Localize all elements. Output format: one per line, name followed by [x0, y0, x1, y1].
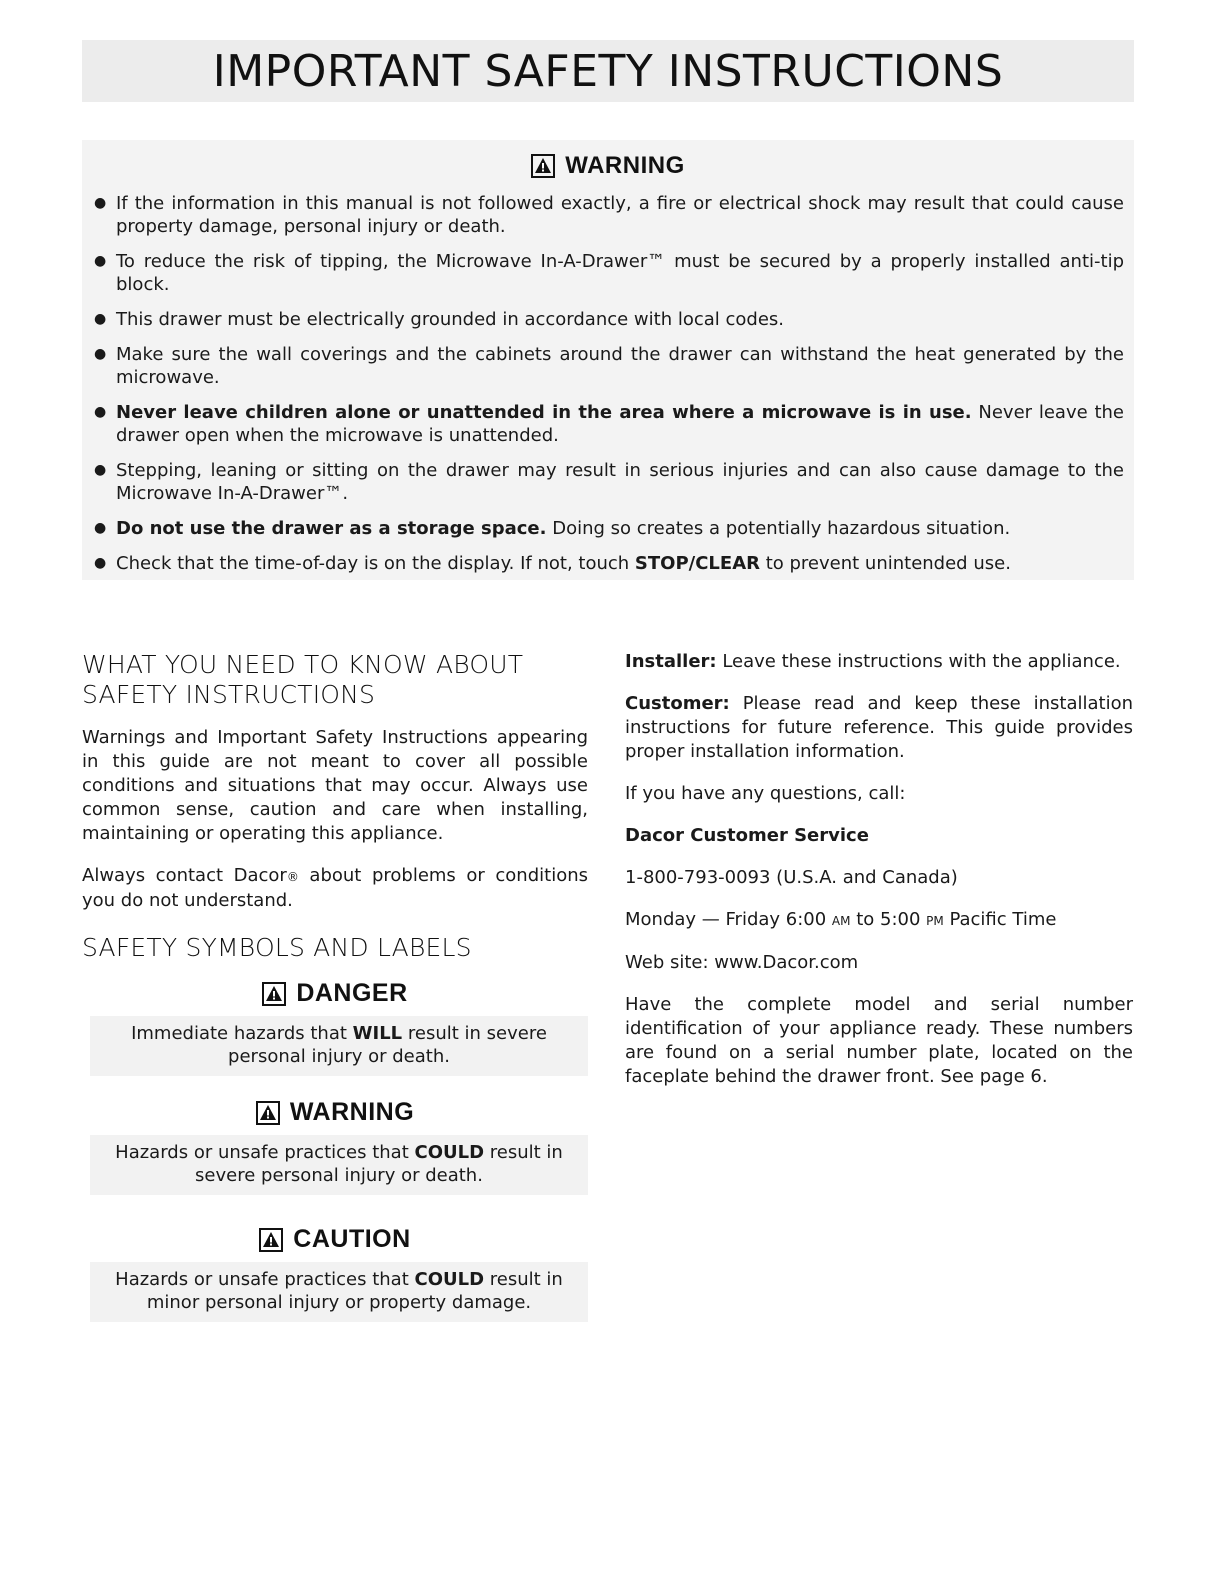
item-text: to prevent unintended use.: [759, 553, 1011, 574]
item-text: Never leave the drawer open when the microwave is unattended.: [116, 402, 1125, 446]
bullet-icon: ●: [94, 346, 107, 362]
list-item: [82, 250, 1124, 296]
warning-triangle-icon: [531, 154, 555, 178]
contact-paragraph: [82, 864, 588, 913]
hours-part: Pacific Time: [943, 909, 1057, 930]
desc-bold: WILL: [352, 1023, 403, 1044]
page-title: IMPORTANT SAFETY INSTRUCTIONS: [212, 45, 1004, 97]
warning-header: [82, 152, 1134, 180]
title-banner: [82, 40, 1134, 102]
hours-part: to 5:00: [850, 909, 927, 930]
bullet-icon: ●: [94, 555, 107, 571]
am-label: AM: [831, 914, 851, 928]
caution-description: [90, 1262, 588, 1322]
item-text: If the information in this manual is not followed exactly, a fire or electrical shock may result that could cause property damage, personal injury or death.: [116, 193, 1124, 237]
bullet-icon: ●: [94, 404, 107, 420]
list-item: [82, 552, 1124, 575]
item-text: Check that the time-of-day is on the display. If not, touch: [116, 553, 635, 574]
service-name: [625, 824, 1133, 848]
warning-label: WARNING: [289, 1098, 415, 1126]
danger-header: [82, 979, 588, 1008]
desc-bold: COULD: [414, 1269, 485, 1290]
item-text: This drawer must be electrically grounded in accordance with local codes.: [116, 309, 785, 330]
list-item: [82, 308, 1124, 331]
desc-text: Hazards or unsafe practices that: [115, 1142, 415, 1163]
item-text: To reduce the risk of tipping, the Microwave In-A-Drawer™ must be secured by a properly installed anti-tip block.: [116, 251, 1124, 295]
left-column: [82, 650, 588, 1322]
registered-mark: ®: [286, 870, 299, 884]
warning-description: [90, 1135, 588, 1195]
warning-list: [82, 192, 1134, 575]
list-item: [82, 517, 1124, 540]
danger-label: DANGER: [296, 979, 408, 1007]
list-item: [82, 401, 1124, 447]
warning-header: [82, 1098, 588, 1127]
customer-text: Please read and keep these installation instructions for future reference. This guide provides proper installation information.: [625, 693, 1133, 762]
installer-text: Leave these instructions with the appliance.: [716, 651, 1121, 672]
bullet-icon: ●: [94, 520, 107, 536]
pm-label: PM: [926, 914, 944, 928]
top-warning-box: [82, 140, 1134, 580]
caution-label: CAUTION: [293, 1225, 411, 1253]
desc-text: Immediate hazards that: [131, 1023, 353, 1044]
contact-text-end: about problems or conditions you do not understand.: [82, 865, 588, 911]
section-heading: SAFETY SYMBOLS AND LABELS: [82, 933, 472, 962]
website-text: Web site: www.Dacor.com: [625, 952, 859, 973]
list-item: [82, 343, 1124, 389]
warning-label: WARNING: [565, 152, 685, 179]
section-heading: WHAT YOU NEED TO KNOW ABOUT SAFETY INSTRUCTIONS: [82, 650, 524, 709]
right-column: [625, 650, 1133, 1107]
phone-number: 1-800-793-0093 (U.S.A. and Canada): [625, 867, 958, 888]
bullet-icon: ●: [94, 253, 107, 269]
bullet-icon: ●: [94, 195, 107, 211]
warning-triangle-icon: [256, 1101, 280, 1125]
installer-paragraph: [625, 650, 1133, 674]
item-text: Doing so creates a potentially hazardous situation.: [546, 518, 1011, 539]
item-bold-text: Do not use the drawer as a storage space.: [116, 518, 547, 539]
desc-text: result in severe personal injury or death.: [195, 1142, 563, 1186]
bullet-icon: ●: [94, 462, 107, 478]
customer-paragraph: [625, 692, 1133, 764]
warning-triangle-icon: [259, 1228, 283, 1252]
hours-part: Monday — Friday 6:00: [625, 909, 832, 930]
bullet-icon: ●: [94, 311, 107, 327]
caution-header: [82, 1225, 588, 1254]
intro-paragraph: Warnings and Important Safety Instructions appearing in this guide are not meant to cover all possible conditions and situations that may occur. Always use common sense, caution and care when installing, maintaining or operating this appliance.: [82, 727, 588, 844]
item-text: Stepping, leaning or sitting on the drawer may result in serious injuries and can also cause damage to the Microwave In-A-Drawer™.: [116, 460, 1124, 504]
warning-triangle-icon: [262, 982, 286, 1006]
model-info-paragraph: Have the complete model and serial number identification of your appliance ready. These numbers are found on a serial number plate, located on the faceplate behind the drawer front. See page 6.: [625, 994, 1133, 1087]
item-bold-text: STOP/CLEAR: [634, 553, 760, 574]
contact-text: Always contact Dacor: [82, 865, 287, 886]
desc-text: result in severe personal injury or death.: [228, 1023, 547, 1067]
hours-text: [625, 908, 1133, 933]
questions-text: If you have any questions, call:: [625, 783, 906, 804]
service-name-bold: Dacor Customer Service: [625, 825, 869, 846]
list-item: [82, 459, 1124, 505]
item-text: Make sure the wall coverings and the cabinets around the drawer can withstand the heat generated by the microwave.: [116, 344, 1124, 388]
desc-text: result in minor personal injury or property damage.: [146, 1269, 563, 1313]
danger-description: [90, 1016, 588, 1076]
customer-label: Customer:: [625, 693, 730, 714]
installer-label: Installer:: [625, 651, 717, 672]
desc-text: Hazards or unsafe practices that: [115, 1269, 415, 1290]
list-item: [82, 192, 1124, 238]
item-bold-text: Never leave children alone or unattended in the area where a microwave is in use.: [116, 402, 972, 423]
desc-bold: COULD: [414, 1142, 485, 1163]
